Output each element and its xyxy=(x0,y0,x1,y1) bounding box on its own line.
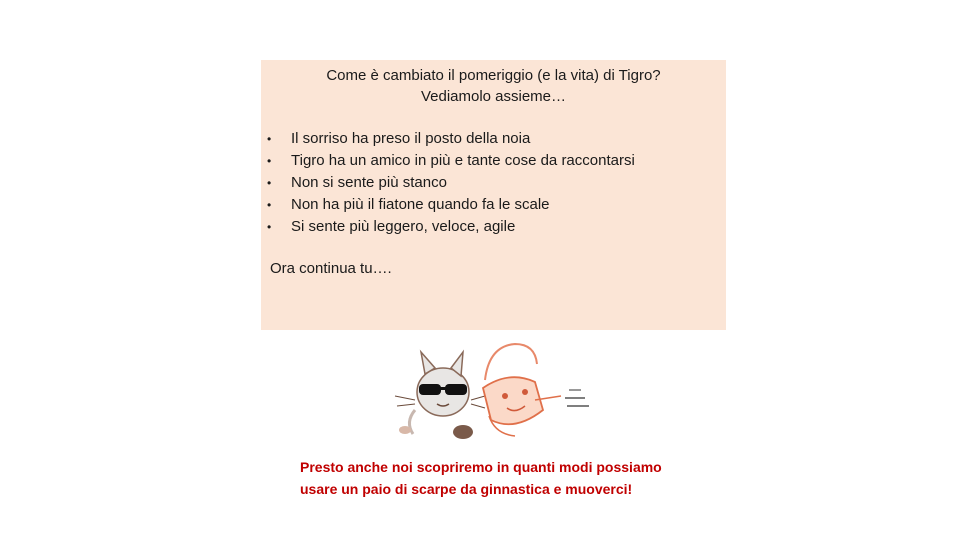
bullet-icon: • xyxy=(267,176,272,190)
two-cartoon-cats-running-icon xyxy=(385,340,595,442)
bullet-list xyxy=(261,128,635,238)
continue-text: Ora continua tu…. xyxy=(270,260,392,277)
bullet-icon: • xyxy=(267,132,272,146)
text-box xyxy=(261,60,726,330)
list-item xyxy=(261,216,635,238)
bullet-text: Tigro ha un amico in più e tante cose da raccontarsi xyxy=(291,152,635,169)
bullet-text: Il sorriso ha preso il posto della noia xyxy=(291,130,531,147)
grey-cat-icon xyxy=(395,352,485,439)
bullet-icon: • xyxy=(267,198,272,212)
list-item xyxy=(261,150,635,172)
list-item xyxy=(261,172,635,194)
list-item xyxy=(261,194,635,216)
closing-note xyxy=(300,456,720,500)
bullet-icon: • xyxy=(267,220,272,234)
note-line-1: Presto anche noi scopriremo in quanti modi possiamo xyxy=(300,459,662,475)
title-line-2: Vediamolo assieme… xyxy=(420,88,567,105)
bullet-text: Si sente più leggero, veloce, agile xyxy=(291,218,516,235)
bullet-text: Non si sente più stanco xyxy=(291,174,447,191)
title-line-1: Come è cambiato il pomeriggio (e la vita) di Tigro? xyxy=(326,67,661,84)
box-title xyxy=(261,65,726,107)
list-item xyxy=(261,128,635,150)
bullet-text: Non ha più il fiatone quando fa le scale xyxy=(291,196,550,213)
orange-cat-icon xyxy=(483,344,589,436)
bullet-icon: • xyxy=(267,154,272,168)
note-line-2: usare un paio di scarpe da ginnastica e muoverci! xyxy=(300,481,633,497)
